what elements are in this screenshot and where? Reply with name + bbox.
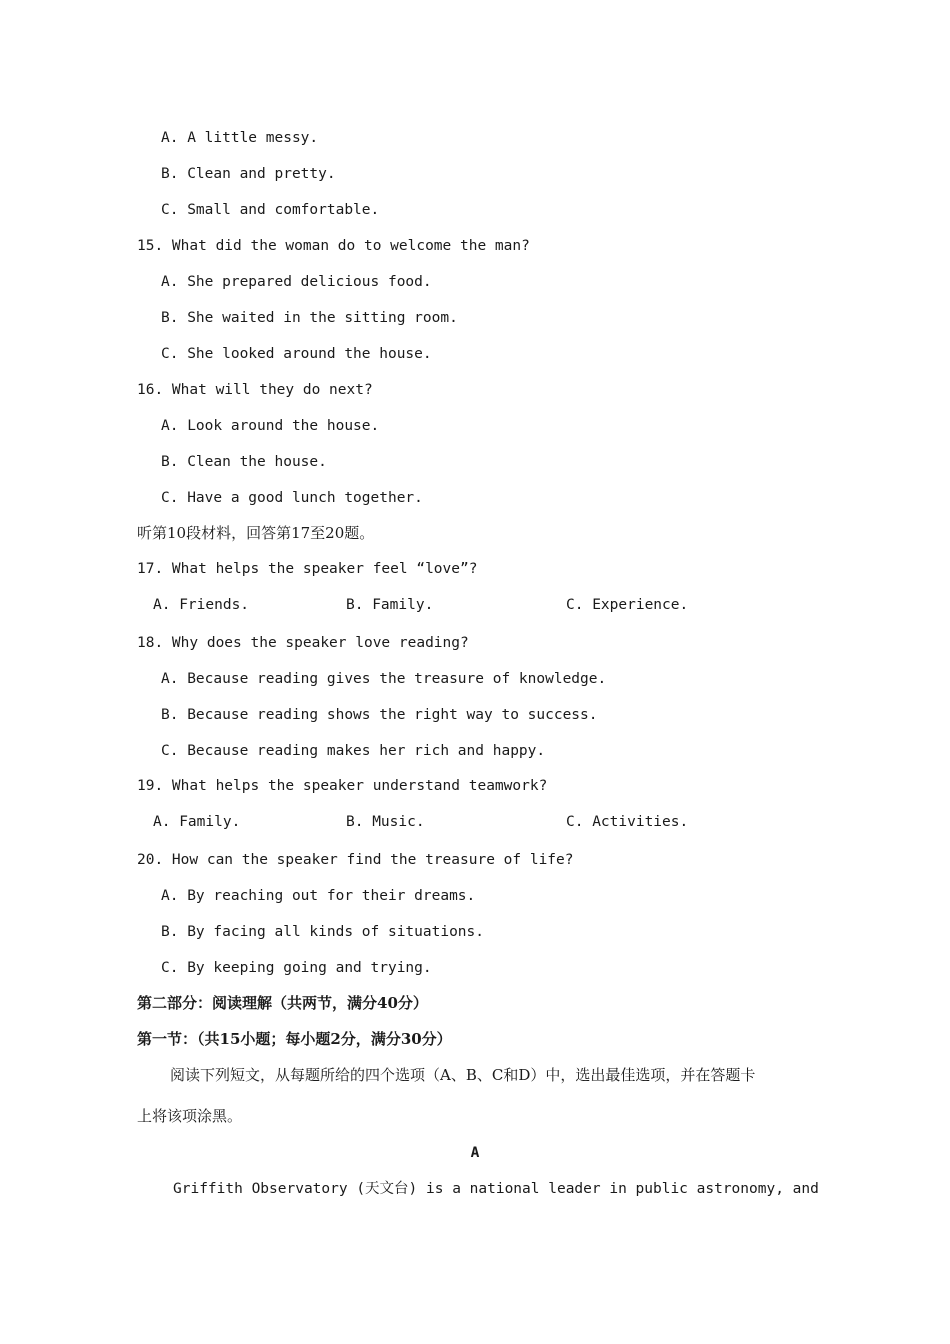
q19-option-c: C. Activities. xyxy=(566,814,689,830)
passage-label: A xyxy=(470,1145,480,1161)
q17-option-a: A. Friends. xyxy=(153,597,250,613)
q15-option-b: B. She waited in the sitting room. xyxy=(161,310,458,326)
q15-option-a: A. She prepared delicious food. xyxy=(161,274,432,290)
q19-option-a: A. Family. xyxy=(153,814,241,830)
q15-question: 15. What did the woman do to welcome the man? xyxy=(137,238,530,254)
q16-option-c: C. Have a good lunch together. xyxy=(161,490,423,506)
part2-section1-heading: 第一节：（共15小题；每小题2分，满分30分） xyxy=(137,1030,452,1048)
q20-option-c: C. By keeping going and trying. xyxy=(161,960,432,976)
q19-option-b: B. Music. xyxy=(346,814,425,830)
passage-first-line: Griffith Observatory (天文台) is a national leader in public astronomy, and xyxy=(173,1181,819,1197)
q18-option-c: C. Because reading makes her rich and happy. xyxy=(161,743,546,759)
q15-option-c: C. She looked around the house. xyxy=(161,346,432,362)
q16-question: 16. What will they do next? xyxy=(137,382,373,398)
q18-question: 18. Why does the speaker love reading? xyxy=(137,635,469,651)
q20-option-b: B. By facing all kinds of situations. xyxy=(161,924,485,940)
q14-option-b: B. Clean and pretty. xyxy=(161,166,336,182)
q14-option-a: A. A little messy. xyxy=(161,130,319,146)
part2-heading: 第二部分：阅读理解（共两节，满分40分） xyxy=(137,994,428,1012)
q17-option-c: C. Experience. xyxy=(566,597,689,613)
q18-option-a: A. Because reading gives the treasure of knowledge. xyxy=(161,671,607,687)
q17-option-b: B. Family. xyxy=(346,597,434,613)
q16-option-a: A. Look around the house. xyxy=(161,418,380,434)
reading-instruction-line1: 阅读下列短文，从每题所给的四个选项（A、B、C和D）中，选出最佳选项，并在答题卡 xyxy=(170,1066,756,1084)
q16-option-b: B. Clean the house. xyxy=(161,454,327,470)
q20-question: 20. How can the speaker find the treasure of life? xyxy=(137,852,574,868)
q19-question: 19. What helps the speaker understand teamwork? xyxy=(137,778,548,794)
q20-option-a: A. By reaching out for their dreams. xyxy=(161,888,476,904)
q18-option-b: B. Because reading shows the right way to success. xyxy=(161,707,598,723)
q14-option-c: C. Small and comfortable. xyxy=(161,202,380,218)
reading-instruction-line2: 上将该项涂黑。 xyxy=(137,1107,243,1125)
q17-question: 17. What helps the speaker feel “love”? xyxy=(137,561,478,577)
section10-instruction: 听第10段材料，回答第17至20题。 xyxy=(137,524,375,542)
